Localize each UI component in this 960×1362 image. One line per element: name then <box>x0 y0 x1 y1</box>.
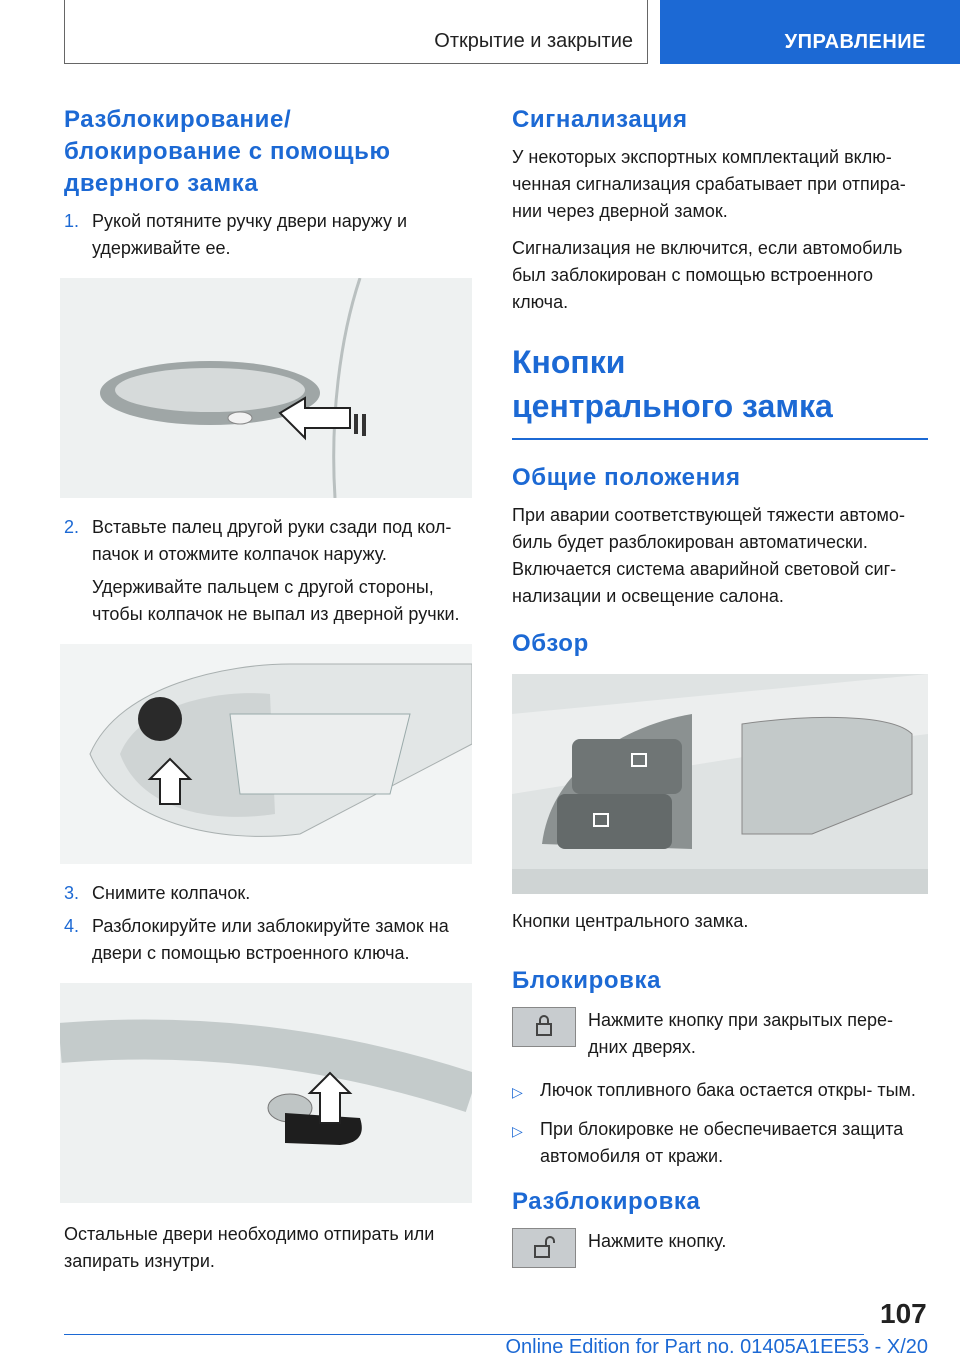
door-lock-heading: Разблокирование/ блокирование с помощью дверного замка <box>64 106 391 197</box>
section-tab <box>660 0 960 64</box>
step-3: 3. Снимите колпачок. <box>64 883 251 903</box>
bullet-triangle-icon: ▷ <box>512 1123 523 1139</box>
step-1: 1. Рукой потяните ручку двери наружу и удерживайте ее. <box>64 211 408 258</box>
door-handle-photo <box>60 278 472 498</box>
lock-bullet-2: ▷ При блокировке не обеспечивается защита автомобиля от кражи. <box>512 1116 928 1170</box>
other-doors-note: Остальные двери необходимо отпирать или запирать изнутри. <box>64 1224 435 1271</box>
unlock-instruction <box>512 1228 928 1268</box>
cap-removal-illustration <box>60 644 472 864</box>
chapter-title: Открытие и закрытие <box>434 30 633 52</box>
general-paragraph: При аварии соответствующей тяжести автомо- биль будет разблокирован автоматически. Включается система аварийной световой сиг- нализации и освещение салона. <box>512 505 905 606</box>
overview-heading: Обзор <box>512 630 589 657</box>
central-lock-buttons-illustration <box>512 674 928 894</box>
step-2: 2. Вставьте палец другой руки сзади под кол- пачок и отожмите колпачок наружу. <box>64 517 452 564</box>
key-in-lock-illustration <box>60 983 472 1203</box>
lock-bullet-1: ▷ Лючок топливного бака остается откры- тым. <box>512 1077 928 1106</box>
unlock-text: Нажмите кнопку. <box>588 1231 727 1251</box>
page-number: 107 <box>880 1298 927 1329</box>
central-lock-heading: Кнопки центрального замка <box>512 344 833 424</box>
general-heading: Общие положения <box>512 464 741 491</box>
overview-caption: Кнопки центрального замка. <box>512 911 749 931</box>
unlock-heading: Разблокировка <box>512 1188 701 1215</box>
lock-button-icon <box>512 1007 576 1047</box>
alarm-heading: Сигнализация <box>512 106 688 133</box>
door-handle-illustration <box>60 278 472 498</box>
unlock-button-icon <box>512 1228 576 1268</box>
footer-rule <box>64 1334 864 1335</box>
bullet-triangle-icon: ▷ <box>512 1084 523 1100</box>
alarm-paragraph-1: У некоторых экспортных комплектаций вклю- ченная сигнализация срабатывает при отпира- нии через дверной замок. <box>512 147 906 221</box>
step-2-continued: Удерживайте пальцем с другой стороны, чтобы колпачок не выпал из дверной ручки. <box>92 577 460 624</box>
key-in-lock-photo <box>60 983 472 1203</box>
edition-footer: Online Edition for Part no. 01405A1EE53 - X/20 <box>505 1336 928 1358</box>
cap-removal-photo <box>60 644 472 864</box>
lock-text: Нажмите кнопку при закрытых пере- дних дверях. <box>588 1010 894 1057</box>
right-column <box>512 104 928 1284</box>
step-4: 4. Разблокируйте или заблокируйте замок на двери с помощью встроенного ключа. <box>64 916 449 963</box>
central-lock-buttons-photo <box>512 674 928 894</box>
lock-heading: Блокировка <box>512 967 662 994</box>
lock-instruction <box>512 1007 928 1061</box>
heading-rule <box>512 438 928 440</box>
left-column <box>64 104 476 1285</box>
chapter-tab <box>64 0 648 64</box>
section-title: УПРАВЛЕНИЕ <box>784 31 926 53</box>
alarm-paragraph-2: Сигнализация не включится, если автомобиль был заблокирован с помощью встроенного ключа. <box>512 238 903 312</box>
